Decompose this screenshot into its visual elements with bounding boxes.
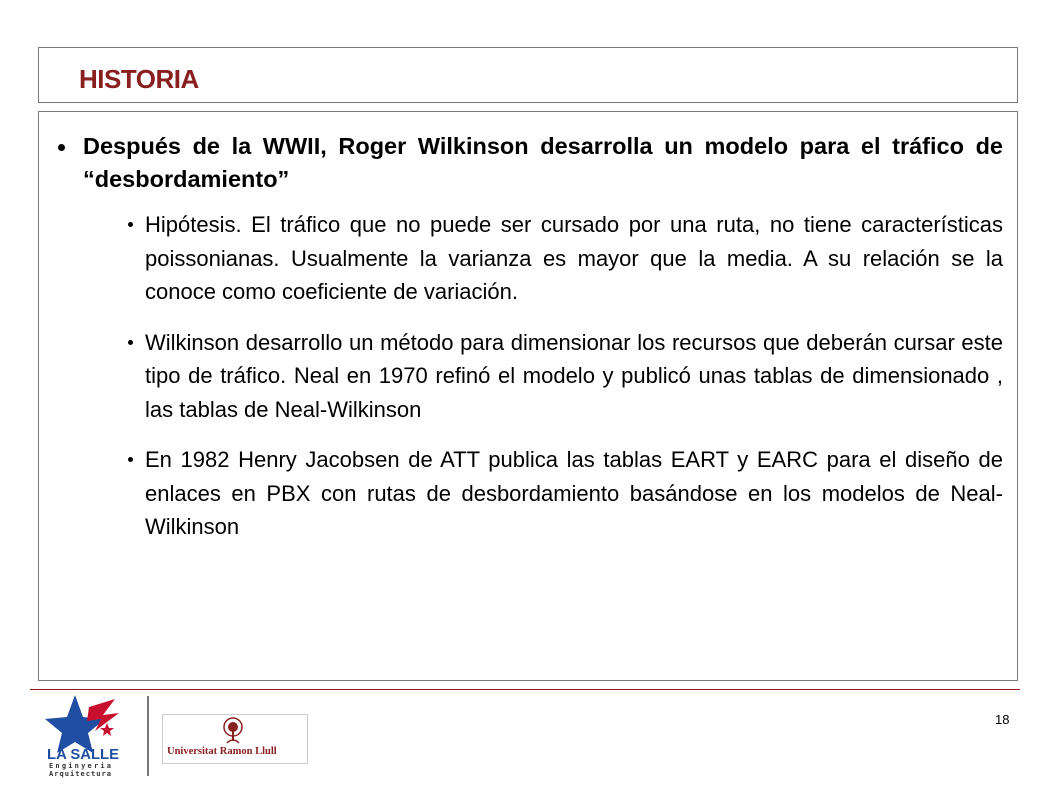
sub-bullet-text: Wilkinson desarrollo un método para dimensionar los recursos que deberán cursar este tipo de tráfico. Neal en 1970 refinó el modelo y publicó unas tablas de dimensionado , las tablas de Neal-Wilkinson bbox=[145, 329, 1003, 422]
footer-rule bbox=[30, 689, 1020, 690]
sub-bullet-list bbox=[145, 208, 1003, 561]
sub-bullet-dot-icon bbox=[128, 222, 133, 227]
lasalle-logo bbox=[45, 693, 137, 779]
star-logo-icon bbox=[45, 695, 105, 753]
lasalle-line1: Enginyeria bbox=[49, 762, 111, 770]
sub-bullet-item bbox=[145, 443, 1003, 544]
tree-emblem-icon bbox=[219, 717, 247, 745]
slide-title: HISTORIA bbox=[79, 64, 199, 94]
title-box bbox=[38, 47, 1018, 103]
url-logo bbox=[162, 714, 308, 764]
logo-divider bbox=[147, 696, 149, 776]
sub-bullet-text: Hipótesis. El tráfico que no puede ser cursado por una ruta, no tiene características poissonianas. Usualmente la varianza es mayor que la media. A su relación se la conoce como coeficiente de variación. bbox=[145, 212, 1003, 304]
main-bullet bbox=[83, 130, 1003, 196]
sub-bullet-text: En 1982 Henry Jacobsen de ATT publica las tablas EART y EARC para el diseño de enlaces en PBX con rutas de desbordamiento basándose en los modelos de Neal-Wilkinson bbox=[145, 447, 1003, 539]
content-box bbox=[38, 111, 1018, 681]
url-logo-text: Universitat Ramon Llull bbox=[167, 746, 277, 757]
page-number: 18 bbox=[995, 712, 1010, 727]
lasalle-line2: Arquitectura bbox=[49, 770, 111, 778]
sub-bullet-item bbox=[145, 326, 1003, 427]
lasalle-name: LA SALLE bbox=[47, 746, 119, 763]
sub-bullet-dot-icon bbox=[128, 457, 133, 462]
bullet-dot-icon bbox=[58, 144, 65, 151]
sub-bullet-item bbox=[145, 208, 1003, 309]
sub-bullet-dot-icon bbox=[128, 340, 133, 345]
main-bullet-text: Después de la WWII, Roger Wilkinson desarrolla un modelo para el tráfico de “desbordamiento” bbox=[83, 133, 1003, 192]
